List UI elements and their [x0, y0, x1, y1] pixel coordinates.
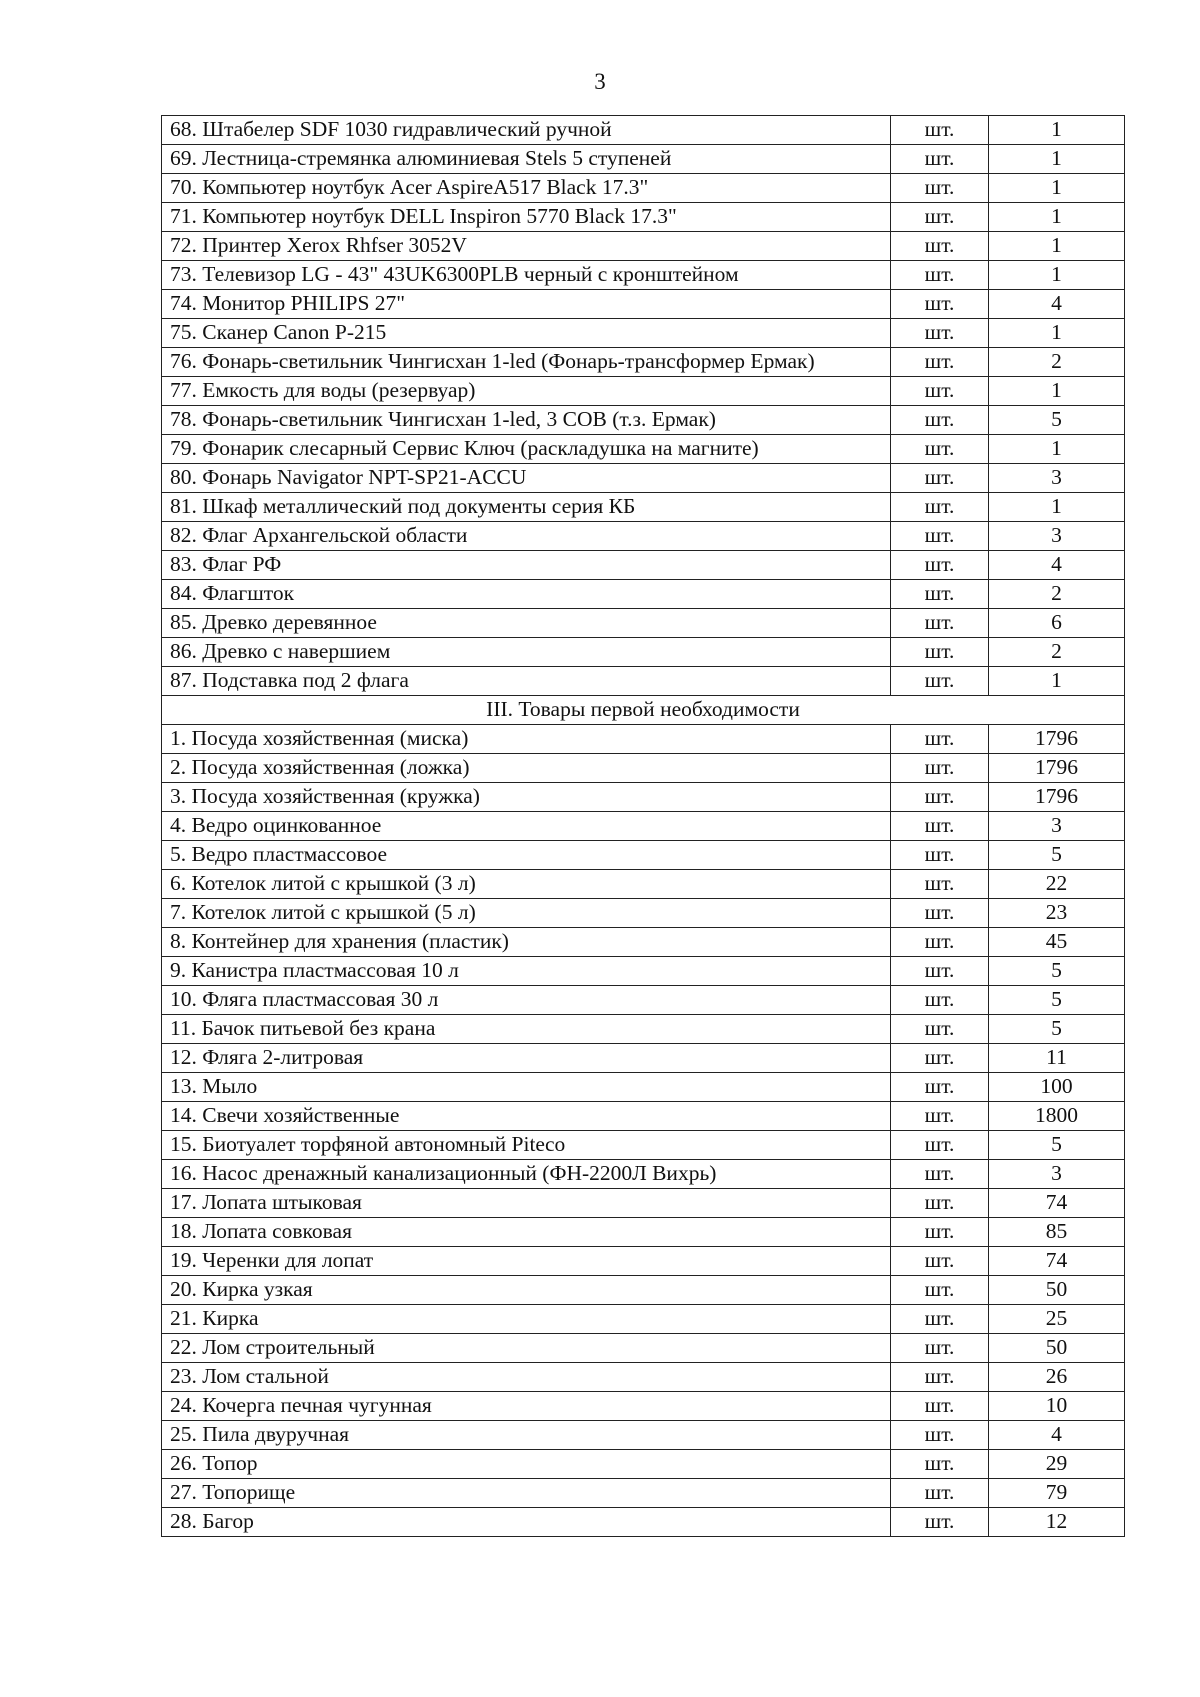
quantity-cell: 5	[989, 1131, 1125, 1160]
quantity-cell: 3	[989, 812, 1125, 841]
item-name-cell: 23. Лом стальной	[162, 1363, 891, 1392]
quantity-cell: 2	[989, 638, 1125, 667]
item-name-cell: 17. Лопата штыковая	[162, 1189, 891, 1218]
quantity-cell: 12	[989, 1508, 1125, 1537]
quantity-cell: 1	[989, 174, 1125, 203]
table-row	[162, 928, 1125, 957]
quantity-cell: 1800	[989, 1102, 1125, 1131]
quantity-cell: 26	[989, 1363, 1125, 1392]
quantity-cell: 1	[989, 116, 1125, 145]
item-name-cell: 74. Монитор PHILIPS 27"	[162, 290, 891, 319]
quantity-cell: 5	[989, 1015, 1125, 1044]
item-name-cell: 3. Посуда хозяйственная (кружка)	[162, 783, 891, 812]
quantity-cell: 79	[989, 1479, 1125, 1508]
table-row	[162, 319, 1125, 348]
table-row	[162, 638, 1125, 667]
table-row	[162, 1305, 1125, 1334]
inventory-rows-part1	[162, 116, 1125, 696]
unit-cell: шт.	[891, 1334, 989, 1363]
quantity-cell: 1796	[989, 725, 1125, 754]
unit-cell: шт.	[891, 1479, 989, 1508]
unit-cell: шт.	[891, 1421, 989, 1450]
table-row	[162, 1189, 1125, 1218]
page-number: 3	[594, 69, 606, 94]
table-row	[162, 609, 1125, 638]
quantity-cell: 4	[989, 1421, 1125, 1450]
quantity-cell: 3	[989, 1160, 1125, 1189]
quantity-cell: 25	[989, 1305, 1125, 1334]
item-name-cell: 68. Штабелер SDF 1030 гидравлический ручной	[162, 116, 891, 145]
item-name-cell: 6. Котелок литой с крышкой (3 л)	[162, 870, 891, 899]
unit-cell: шт.	[891, 928, 989, 957]
table-row	[162, 986, 1125, 1015]
unit-cell: шт.	[891, 754, 989, 783]
quantity-cell: 2	[989, 580, 1125, 609]
quantity-cell: 1796	[989, 783, 1125, 812]
unit-cell: шт.	[891, 609, 989, 638]
table-row	[162, 1218, 1125, 1247]
item-name-cell: 20. Кирка узкая	[162, 1276, 891, 1305]
table-row	[162, 1508, 1125, 1537]
item-name-cell: 77. Емкость для воды (резервуар)	[162, 377, 891, 406]
quantity-cell: 4	[989, 551, 1125, 580]
item-name-cell: 71. Компьютер ноутбук DELL Inspiron 5770 Black 17.3"	[162, 203, 891, 232]
item-name-cell: 86. Древко с навершием	[162, 638, 891, 667]
table-row	[162, 1160, 1125, 1189]
table-row	[162, 551, 1125, 580]
section-heading: III. Товары первой необходимости	[162, 696, 1125, 725]
unit-cell: шт.	[891, 290, 989, 319]
quantity-cell: 1	[989, 493, 1125, 522]
quantity-cell: 74	[989, 1247, 1125, 1276]
unit-cell: шт.	[891, 464, 989, 493]
table-row	[162, 725, 1125, 754]
item-name-cell: 8. Контейнер для хранения (пластик)	[162, 928, 891, 957]
item-name-cell: 72. Принтер Xerox Rhfser 3052V	[162, 232, 891, 261]
quantity-cell: 1	[989, 377, 1125, 406]
unit-cell: шт.	[891, 232, 989, 261]
quantity-cell: 1	[989, 203, 1125, 232]
table-row	[162, 870, 1125, 899]
unit-cell: шт.	[891, 1276, 989, 1305]
unit-cell: шт.	[891, 580, 989, 609]
quantity-cell: 74	[989, 1189, 1125, 1218]
item-name-cell: 73. Телевизор LG - 43" 43UK6300PLB черный с кронштейном	[162, 261, 891, 290]
item-name-cell: 79. Фонарик слесарный Сервис Ключ (раскладушка на магните)	[162, 435, 891, 464]
table-row	[162, 1073, 1125, 1102]
item-name-cell: 75. Сканер Canon P-215	[162, 319, 891, 348]
item-name-cell: 4. Ведро оцинкованное	[162, 812, 891, 841]
item-name-cell: 70. Компьютер ноутбук Acer AspireA517 Black 17.3"	[162, 174, 891, 203]
unit-cell: шт.	[891, 1305, 989, 1334]
quantity-cell: 11	[989, 1044, 1125, 1073]
item-name-cell: 76. Фонарь-светильник Чингисхан 1-led (Фонарь-трансформер Ермак)	[162, 348, 891, 377]
unit-cell: шт.	[891, 1508, 989, 1537]
table-row	[162, 493, 1125, 522]
quantity-cell: 22	[989, 870, 1125, 899]
item-name-cell: 18. Лопата совковая	[162, 1218, 891, 1247]
unit-cell: шт.	[891, 261, 989, 290]
table-row	[162, 1044, 1125, 1073]
table-row	[162, 754, 1125, 783]
unit-cell: шт.	[891, 870, 989, 899]
unit-cell: шт.	[891, 1131, 989, 1160]
unit-cell: шт.	[891, 174, 989, 203]
item-name-cell: 69. Лестница-стремянка алюминиевая Stels 5 ступеней	[162, 145, 891, 174]
unit-cell: шт.	[891, 986, 989, 1015]
quantity-cell: 45	[989, 928, 1125, 957]
unit-cell: шт.	[891, 551, 989, 580]
inventory-rows-part2	[162, 725, 1125, 1537]
unit-cell: шт.	[891, 116, 989, 145]
table-row	[162, 783, 1125, 812]
table-row	[162, 174, 1125, 203]
item-name-cell: 83. Флаг РФ	[162, 551, 891, 580]
item-name-cell: 80. Фонарь Navigator NPT-SP21-ACCU	[162, 464, 891, 493]
item-name-cell: 12. Фляга 2-литровая	[162, 1044, 891, 1073]
unit-cell: шт.	[891, 377, 989, 406]
item-name-cell: 1. Посуда хозяйственная (миска)	[162, 725, 891, 754]
quantity-cell: 3	[989, 464, 1125, 493]
unit-cell: шт.	[891, 1160, 989, 1189]
item-name-cell: 14. Свечи хозяйственные	[162, 1102, 891, 1131]
table-row	[162, 812, 1125, 841]
item-name-cell: 82. Флаг Архангельской области	[162, 522, 891, 551]
table-row	[162, 1131, 1125, 1160]
table-row	[162, 116, 1125, 145]
table-row	[162, 406, 1125, 435]
item-name-cell: 25. Пила двуручная	[162, 1421, 891, 1450]
quantity-cell: 1	[989, 145, 1125, 174]
table-row	[162, 667, 1125, 696]
unit-cell: шт.	[891, 1218, 989, 1247]
quantity-cell: 1796	[989, 754, 1125, 783]
item-name-cell: 5. Ведро пластмассовое	[162, 841, 891, 870]
table-row	[162, 435, 1125, 464]
table-row	[162, 1363, 1125, 1392]
table-row	[162, 522, 1125, 551]
unit-cell: шт.	[891, 1363, 989, 1392]
quantity-cell: 1	[989, 435, 1125, 464]
table-row	[162, 145, 1125, 174]
quantity-cell: 1	[989, 232, 1125, 261]
quantity-cell: 85	[989, 1218, 1125, 1247]
unit-cell: шт.	[891, 667, 989, 696]
quantity-cell: 1	[989, 319, 1125, 348]
table-row	[162, 841, 1125, 870]
item-name-cell: 7. Котелок литой с крышкой (5 л)	[162, 899, 891, 928]
table-row	[162, 1276, 1125, 1305]
item-name-cell: 85. Древко деревянное	[162, 609, 891, 638]
table-row	[162, 1450, 1125, 1479]
table-row	[162, 203, 1125, 232]
table-row	[162, 464, 1125, 493]
quantity-cell: 4	[989, 290, 1125, 319]
item-name-cell: 24. Кочерга печная чугунная	[162, 1392, 891, 1421]
quantity-cell: 100	[989, 1073, 1125, 1102]
unit-cell: шт.	[891, 1015, 989, 1044]
unit-cell: шт.	[891, 435, 989, 464]
table-row	[162, 580, 1125, 609]
item-name-cell: 22. Лом строительный	[162, 1334, 891, 1363]
quantity-cell: 10	[989, 1392, 1125, 1421]
inventory-table	[161, 115, 1125, 1537]
table-row	[162, 261, 1125, 290]
table-row	[162, 377, 1125, 406]
unit-cell: шт.	[891, 638, 989, 667]
quantity-cell: 5	[989, 841, 1125, 870]
unit-cell: шт.	[891, 145, 989, 174]
unit-cell: шт.	[891, 1073, 989, 1102]
unit-cell: шт.	[891, 319, 989, 348]
quantity-cell: 1	[989, 667, 1125, 696]
table-row	[162, 1392, 1125, 1421]
item-name-cell: 78. Фонарь-светильник Чингисхан 1-led, 3 COB (т.з. Ермак)	[162, 406, 891, 435]
quantity-cell: 3	[989, 522, 1125, 551]
quantity-cell: 5	[989, 406, 1125, 435]
unit-cell: шт.	[891, 1450, 989, 1479]
table-row	[162, 1334, 1125, 1363]
unit-cell: шт.	[891, 522, 989, 551]
unit-cell: шт.	[891, 957, 989, 986]
unit-cell: шт.	[891, 406, 989, 435]
item-name-cell: 84. Флагшток	[162, 580, 891, 609]
quantity-cell: 50	[989, 1334, 1125, 1363]
table-row	[162, 1015, 1125, 1044]
section-heading-row	[162, 696, 1125, 725]
quantity-cell: 1	[989, 261, 1125, 290]
quantity-cell: 6	[989, 609, 1125, 638]
quantity-cell: 5	[989, 957, 1125, 986]
item-name-cell: 19. Черенки для лопат	[162, 1247, 891, 1276]
table-row	[162, 1421, 1125, 1450]
item-name-cell: 10. Фляга пластмассовая 30 л	[162, 986, 891, 1015]
item-name-cell: 11. Бачок питьевой без крана	[162, 1015, 891, 1044]
item-name-cell: 87. Подставка под 2 флага	[162, 667, 891, 696]
item-name-cell: 16. Насос дренажный канализационный (ФН-2200Л Вихрь)	[162, 1160, 891, 1189]
table-row	[162, 957, 1125, 986]
quantity-cell: 5	[989, 986, 1125, 1015]
table-row	[162, 232, 1125, 261]
item-name-cell: 28. Багор	[162, 1508, 891, 1537]
unit-cell: шт.	[891, 1189, 989, 1218]
table-row	[162, 290, 1125, 319]
table-row	[162, 899, 1125, 928]
item-name-cell: 9. Канистра пластмассовая 10 л	[162, 957, 891, 986]
item-name-cell: 2. Посуда хозяйственная (ложка)	[162, 754, 891, 783]
table-row	[162, 1247, 1125, 1276]
unit-cell: шт.	[891, 812, 989, 841]
quantity-cell: 23	[989, 899, 1125, 928]
item-name-cell: 15. Биотуалет торфяной автономный Piteco	[162, 1131, 891, 1160]
table-row	[162, 348, 1125, 377]
unit-cell: шт.	[891, 783, 989, 812]
unit-cell: шт.	[891, 725, 989, 754]
unit-cell: шт.	[891, 1392, 989, 1421]
unit-cell: шт.	[891, 203, 989, 232]
item-name-cell: 13. Мыло	[162, 1073, 891, 1102]
item-name-cell: 21. Кирка	[162, 1305, 891, 1334]
unit-cell: шт.	[891, 1102, 989, 1131]
table-row	[162, 1102, 1125, 1131]
unit-cell: шт.	[891, 348, 989, 377]
item-name-cell: 81. Шкаф металлический под документы серия КБ	[162, 493, 891, 522]
unit-cell: шт.	[891, 899, 989, 928]
item-name-cell: 27. Топорище	[162, 1479, 891, 1508]
unit-cell: шт.	[891, 493, 989, 522]
unit-cell: шт.	[891, 1247, 989, 1276]
unit-cell: шт.	[891, 841, 989, 870]
section-heading-group	[162, 696, 1125, 725]
unit-cell: шт.	[891, 1044, 989, 1073]
quantity-cell: 2	[989, 348, 1125, 377]
quantity-cell: 29	[989, 1450, 1125, 1479]
table-row	[162, 1479, 1125, 1508]
quantity-cell: 50	[989, 1276, 1125, 1305]
item-name-cell: 26. Топор	[162, 1450, 891, 1479]
